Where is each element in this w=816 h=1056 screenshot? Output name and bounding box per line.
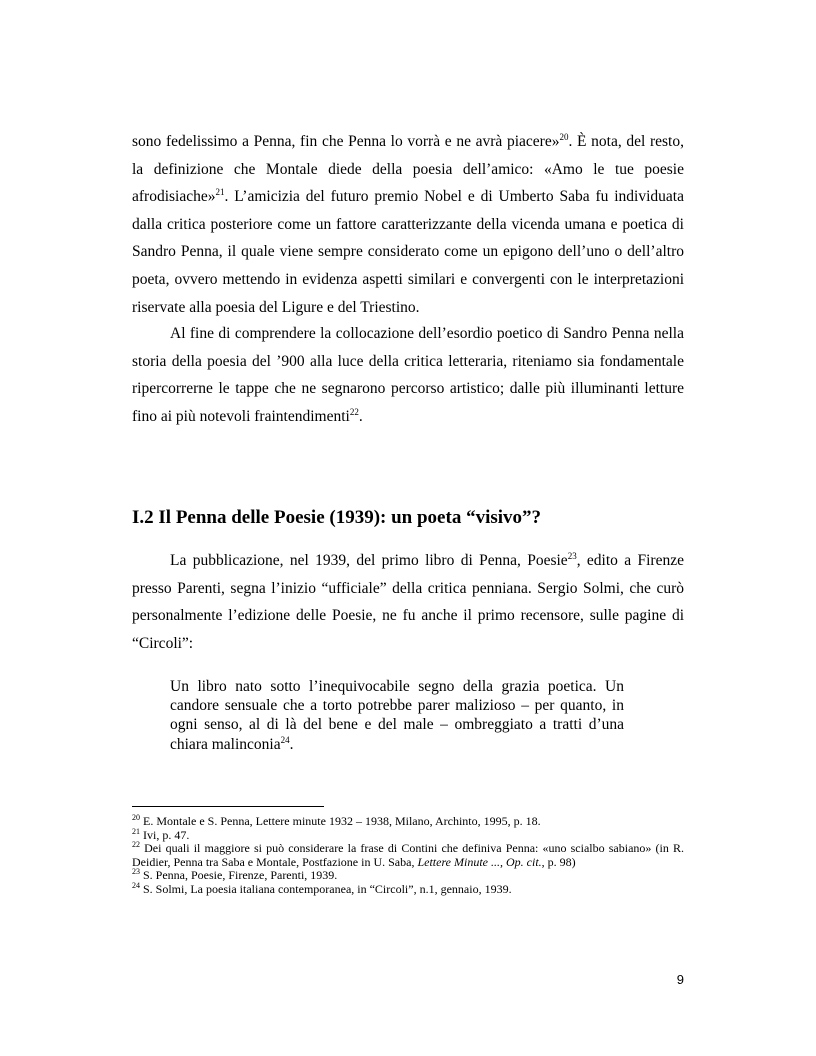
footnote-23 [132,869,684,883]
footnote-number: 24 [132,880,140,890]
footnote-number: 22 [132,840,140,850]
footnote-text: Dei quali il maggiore si può considerare la frase di Contini che definiva Penna: «uno scialbo sabiano» (in R. Deidier, Penna tra Saba e Montale, Postfazione in U. Saba, [132,841,684,869]
footnote-ref-21: 21 [215,187,225,198]
quote-text-a: Un libro nato sotto l’inequivocabile segno della grazia poetica. Un candore sensuale che a torto potrebbe parer malizioso – per quanto, in ogni senso, al di là del bene e del male – ombreggiato a tratti d’una chiara malinconia [170,678,624,753]
footnotes [132,815,684,897]
p1-text-b: . È nota, del resto, la definizione che Montale diede della poesia dell’amico: «Amo le tue poesie afrodisiache» [132,133,684,206]
body-paragraph-2 [132,320,684,430]
footnote-text-end: , p. 98) [541,854,576,869]
footnote-ref-20: 20 [559,131,569,142]
footnote-separator [132,806,324,807]
p1-text-a: sono fedelissimo a Penna, fin che Penna lo vorrà e ne avrà piacere» [132,133,560,150]
p2-text-a: Al fine di comprendere la collocazione dell’esordio poetico di Sandro Penna nella storia della poesia del ’900 alla luce della critica letteraria, riteniamo sia fondamentale ripercorrerne le tappe che ne segnarono percorso artistico; dalle più illuminanti letture fino ai più notevoli fraintendimenti [132,325,684,425]
p1-text-c: . L’amicizia del futuro premio Nobel e di Umberto Saba fu individuata dalla critica posteriore come un fattore caratterizzante della vicenda umana e poetica di Sandro Penna, il quale viene sempre considerato come un epigono dell’uno o dell’altro poeta, ovvero mettendo in evidenza aspetti similari e convergenti con le interpretazioni riservate alla poesia del Ligure e del Triestino. [132,188,684,316]
footnote-number: 21 [132,826,140,836]
footnote-text: S. Penna, Poesie, Firenze, Parenti, 1939. [140,868,338,883]
section-heading: I.2 Il Penna delle Poesie (1939): un poeta “visivo”? [132,507,542,528]
body-paragraph-1 [132,128,684,321]
footnote-text: E. Montale e S. Penna, Lettere minute 1932 – 1938, Milano, Archinto, 1995, p. 18. [140,814,541,828]
footnote-number: 20 [132,813,140,822]
page-number: 9 [676,972,684,987]
footnote-italic-title: Lettere Minute ..., Op. cit. [417,854,542,869]
footnote-ref-23: 23 [567,550,577,561]
footnote-22 [132,842,684,869]
footnote-number: 23 [132,867,140,877]
footnote-text: S. Solmi, La poesia italiana contemporanea, in “Circoli”, n.1, gennaio, 1939. [140,881,512,896]
footnote-ref-22: 22 [349,406,359,417]
footnote-20 [132,815,684,829]
quote-text-b: . [289,735,294,753]
footnote-text: Ivi, p. 47. [140,827,190,842]
footnote-24 [132,880,684,897]
block-quote [170,677,624,754]
p2-text-b: . [358,407,363,425]
p3-text-b: , edito a Firenze presso Parenti, segna l’inizio “ufficiale” della critica penniana. Sergio Solmi, che curò personalmente l’edizione delle Poesie, ne fu anche il primo recensore, sulle pagine di “Circoli”: [132,552,684,652]
p3-text-a: La pubblicazione, nel 1939, del primo libro di Penna, Poesie [170,552,568,569]
body-paragraph-3 [132,547,684,657]
footnote-ref-24: 24 [280,734,290,745]
